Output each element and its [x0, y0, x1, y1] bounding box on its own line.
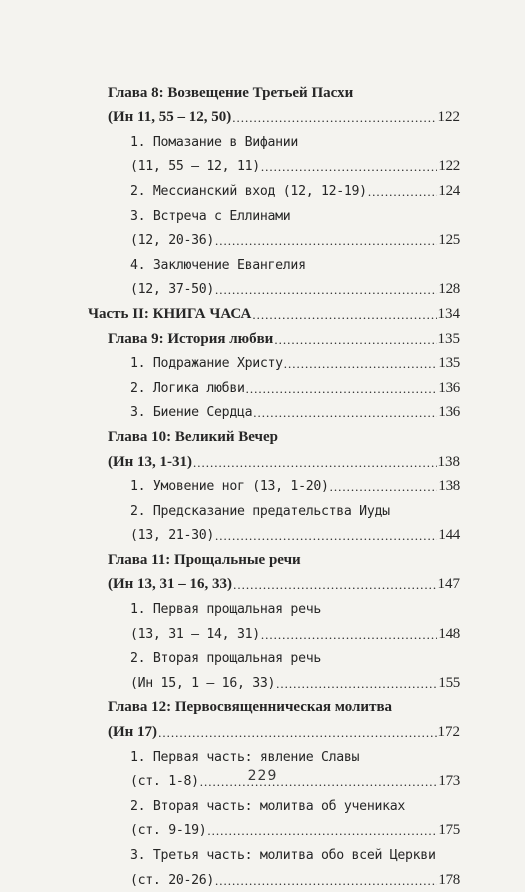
dot-leader [276, 675, 437, 692]
toc-entry-title: 4. Заключение Евангелия [130, 257, 306, 273]
toc-entry-page: 122 [437, 109, 460, 126]
toc-entry-title: 1. Умовение ног (13, 1-20) [130, 479, 329, 495]
toc-entry-title: 2. Вторая прощальная речь [130, 651, 321, 667]
toc-entry-page: 147 [437, 576, 460, 593]
toc-entry-page: 144 [438, 527, 460, 544]
toc-entry-title: 2. Логика любви [130, 380, 245, 396]
toc-entry-title: (Ин 17) [108, 724, 158, 741]
toc-entry-page: 125 [438, 232, 460, 249]
toc-entry-page: 135 [438, 355, 460, 372]
dot-leader [252, 306, 436, 323]
toc-entry-title: 1. Первая прощальная речь [130, 602, 321, 618]
toc-entry-title: Глава 11: Прощальные речи [108, 551, 301, 568]
dot-leader [215, 281, 437, 298]
toc-entry [0, 252, 460, 277]
dot-leader [330, 478, 438, 495]
toc-entry [0, 80, 460, 105]
toc-entry [0, 474, 460, 499]
toc-entry-page: 124 [438, 182, 460, 199]
toc-entry-page: 138 [438, 478, 460, 495]
toc-entry-page: 122 [438, 158, 460, 175]
toc-entry-page: 135 [437, 330, 460, 347]
dot-leader [215, 232, 437, 249]
toc-entry [0, 842, 460, 867]
toc-entry [0, 744, 460, 769]
toc-entry-title: (ст. 9-19) [130, 823, 207, 839]
toc-entry-page: 173 [438, 773, 460, 790]
toc-entry-page: 175 [438, 822, 460, 839]
toc-entry-title: (ст. 20-26) [130, 872, 215, 888]
toc-entry [0, 400, 460, 425]
toc-entry-page: 128 [438, 281, 460, 298]
dot-leader [261, 626, 438, 643]
toc-entry [0, 154, 460, 179]
toc-entry-title: 2. Мессианский вход (12, 12-19) [130, 183, 367, 199]
toc-entry-title: (ст. 1-8) [130, 774, 199, 790]
toc-entry-title: 3. Встреча с Еллинами [130, 208, 291, 224]
toc-entry-page: 172 [437, 724, 460, 741]
toc-entry-page: 134 [437, 305, 460, 322]
toc-entry [0, 375, 460, 400]
toc-entry-page: 136 [438, 404, 460, 421]
toc-entry-title: (12, 37-50) [130, 282, 215, 298]
dot-leader [215, 527, 437, 544]
dot-leader [207, 822, 437, 839]
dot-leader [253, 404, 437, 421]
toc-entry-page: 155 [438, 674, 460, 691]
toc-entry-title: 1. Помазание в Вифании [130, 134, 299, 150]
toc-entry [0, 326, 460, 351]
toc-entry [0, 424, 460, 449]
toc-entry-title: (13, 31 – 14, 31) [130, 626, 260, 642]
dot-leader [274, 331, 436, 348]
dot-leader [261, 158, 438, 175]
toc-entry-title: 2. Вторая часть: молитва об учениках [130, 798, 406, 814]
dot-leader [368, 183, 438, 200]
toc-entry [0, 793, 460, 818]
toc-entry [0, 621, 460, 646]
toc-entry-title: (11, 55 – 12, 11) [130, 159, 260, 175]
toc-entry [0, 449, 460, 474]
toc-entry-page: 138 [437, 453, 460, 470]
toc-entry [0, 695, 460, 720]
toc-entry-title: (Ин 15, 1 – 16, 33) [130, 675, 276, 691]
toc-entry [0, 596, 460, 621]
toc-entry-title: Часть II: КНИГА ЧАСА [88, 305, 252, 322]
toc-entry [0, 203, 460, 228]
dot-leader [215, 872, 437, 889]
toc-entry-title: 1. Первая часть: явление Славы [130, 749, 360, 765]
toc-entry-title: (13, 21-30) [130, 528, 215, 544]
toc-entry [0, 719, 460, 744]
toc-entry-page: 148 [438, 625, 460, 642]
toc-entry-title: Глава 10: Великий Вечер [108, 428, 279, 445]
toc-entry [0, 818, 460, 843]
toc-entry [0, 646, 460, 671]
dot-leader [246, 380, 438, 397]
page-number: 229 [247, 768, 278, 784]
toc-entry [0, 572, 460, 597]
toc-entry-title: 3. Третья часть: молитва обо всей Церкви [130, 848, 436, 863]
toc-entry [0, 228, 460, 253]
toc-entry-title: (Ин 13, 1-31) [108, 453, 193, 470]
toc-entry-title: (12, 20-36) [130, 233, 215, 249]
toc-entry-title: (Ин 13, 31 – 16, 33) [108, 576, 233, 593]
toc-entry [0, 351, 460, 376]
toc-entry-title: 3. Биение Сердца [130, 405, 253, 421]
toc-entry [0, 129, 460, 154]
dot-leader [284, 355, 438, 372]
toc-entry-page: 178 [438, 871, 460, 888]
dot-leader [233, 576, 436, 593]
toc-entry [0, 301, 460, 326]
toc-entry [0, 523, 460, 548]
toc-entry-page: 136 [438, 379, 460, 396]
toc-entry-title: Глава 8: Возвещение Третьей Пасхи [108, 84, 354, 101]
toc-entry [0, 277, 460, 302]
toc-entry [0, 547, 460, 572]
toc-entry-title: 1. Подражание Христу [130, 356, 283, 372]
dot-leader [193, 454, 436, 471]
toc-entry-title: 2. Предсказание предательства Иуды [130, 503, 390, 519]
toc-entry-title: (Ин 11, 55 – 12, 50) [108, 109, 232, 126]
dot-leader [232, 109, 436, 126]
toc-entry-title: Глава 12: Первосвященническая молитва [108, 699, 393, 716]
toc-entry [0, 670, 460, 695]
toc-entry [0, 178, 460, 203]
toc-entry [0, 105, 460, 130]
toc-entry [0, 867, 460, 892]
dot-leader [158, 724, 436, 741]
toc-entry-title: Глава 9: История любви [108, 330, 274, 347]
toc-entry [0, 498, 460, 523]
